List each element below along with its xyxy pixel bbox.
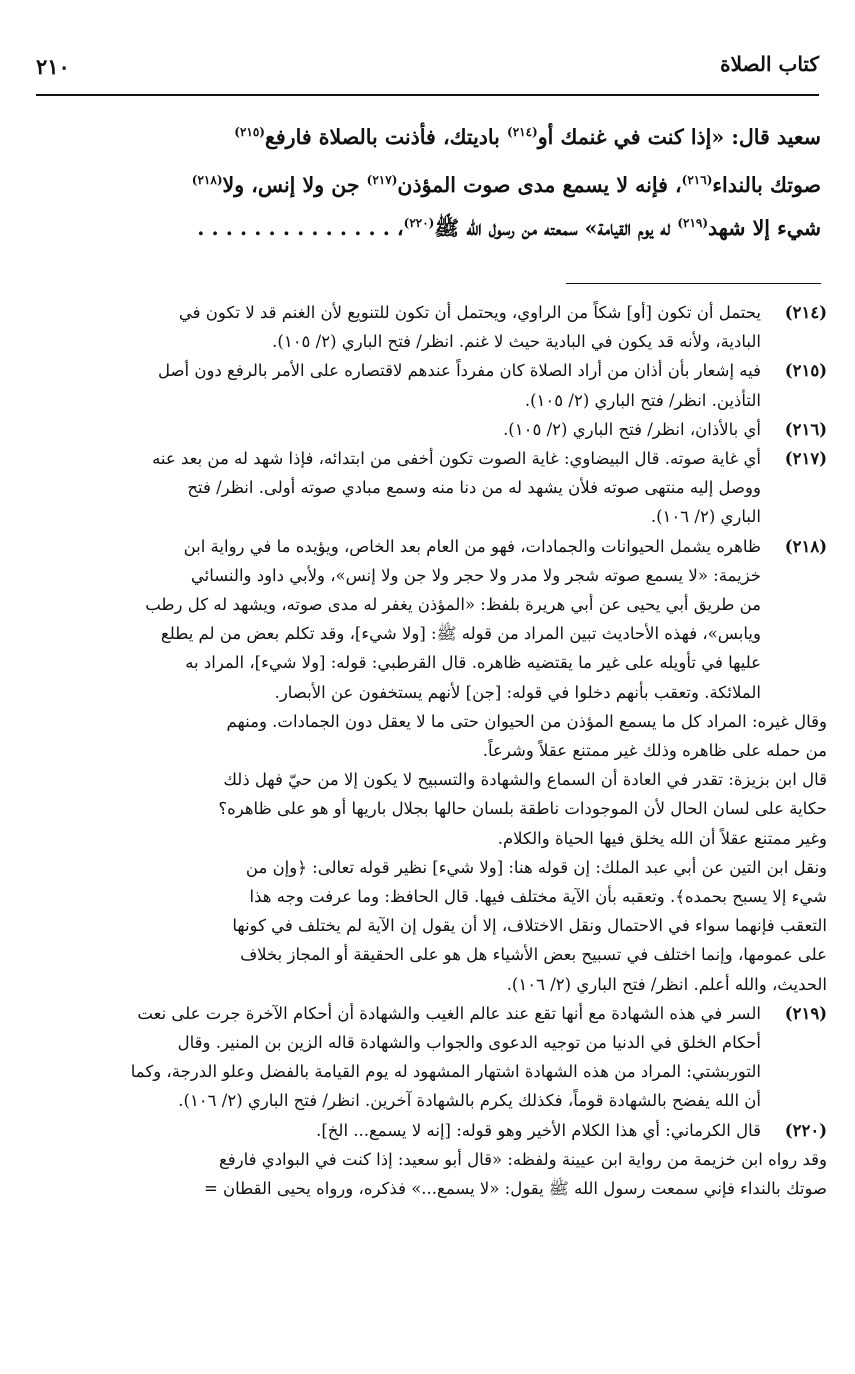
- footnote-text: [30, 999, 761, 1116]
- footnote: [30, 444, 827, 532]
- footnote: [30, 298, 827, 356]
- footnote-text: [30, 1116, 761, 1145]
- footnote-continuation-line: قال ابن بزيزة: تقدر في العادة أن السماع والشهادة والتسبيح لا يكون إلا من حيّ فهل ذلك: [223, 770, 827, 790]
- main-line-1: سعيد قال: «إذا كنت في غنمك أو$^{(٢١٤)}$ باديتك، فأذنت بالصلاة فارفع$^{(٢١٥)}$: [234, 125, 821, 149]
- footnotes: [30, 298, 827, 1203]
- footnote-line: ظاهره يشمل الحيوانات والجمادات، فهو من العام بعد الخاص، ويؤيده ما في رواية ابن: [183, 536, 761, 556]
- footnote-text: [30, 356, 761, 414]
- footnote-number: (٢٢٠): [784, 1120, 827, 1140]
- footnote-number: (٢١٥): [784, 361, 827, 381]
- footnote-ref: (٢١٤): [507, 125, 538, 140]
- footnote-text: [30, 444, 761, 532]
- footnote-line: يحتمل أن تكون [أو] شكاً من الراوي، ويحتمل أن تكون للتنويع لأن الغنم قد لا تكون في: [178, 303, 761, 322]
- footnote-line: البادية، ولأنه قد يكون في البادية حيث لا غنم. انظر/ فتح الباري (٢/ ١٠٥).: [272, 332, 761, 352]
- footnote-line: الباري (٢/ ١٠٦).: [650, 507, 761, 527]
- footnote-line: أن الله يفضح بالشهادة قوماً، فكذلك يكرم بالشهادة آخرين. انظر/ فتح الباري (٢/ ١٠٦).: [178, 1091, 761, 1111]
- footnote: [30, 999, 827, 1116]
- footnote-ref: (٢١٩): [677, 216, 709, 231]
- footnote-line: التوربشتي: المراد من هذه الشهادة اشتهار المشهود له يوم القيامة بالفضل وعلو الدرجة، وكما: [130, 1062, 761, 1082]
- footnote-line: قال الكرماني: أي هذا الكلام الأخير وهو قوله: [إنه لا يسمع... الخ].: [316, 1120, 761, 1140]
- running-header: [36, 52, 819, 92]
- footnote-ref: (٢٢٠): [403, 216, 435, 231]
- footnote-text: [30, 298, 761, 356]
- footnote-continuation-line: وقال غيره: المراد كل ما يسمع المؤذن من الحيوان حتى ما لا يعقل دون الجمادات. ومنهم: [226, 711, 827, 731]
- footnote-continuation-line: صوتك بالنداء فإني سمعت رسول الله ﷺ يقول: «لا يسمع...» فذكره، ورواه يحيى القطان =: [203, 1179, 827, 1199]
- chapter-title: كتاب الصلاة: [720, 52, 819, 76]
- footnote-line: فيه إشعار بأن أذان من أراد الصلاة كان مفرداً عندهم لاقتصاره على الأمر بالرفع دون أصل: [158, 361, 761, 381]
- footnote-line: أي بالأذان، انظر/ فتح الباري (٢/ ١٠٥).: [503, 419, 761, 439]
- main-line-3: شيء إلا شهد$^{(٢١٩)}$ له يوم القيامة» سمعته من رسول الله ﷺ$^{(٢٢٠)}$، . . . . . . . . . . . . . .: [197, 216, 821, 240]
- footnote-continuation-line: الحديث، والله أعلم. انظر/ فتح الباري (٢/ ١٠٦).: [506, 974, 827, 994]
- footnote-continuation-line: التعقب فإنهما سواء في الاحتمال ونقل الاختلاف، إلا أن يقول إن الآية لم يختلف في كونها: [232, 916, 827, 936]
- footnote-ref: (٢١٦): [681, 173, 713, 188]
- footnote-ref: (٢١٧): [366, 173, 398, 188]
- footnote-continuation-line: على عمومها، وإنما اختلف في تسبيح بعض الأشياء هل هو على الحقيقة أو المجاز بخلاف: [240, 945, 827, 965]
- footnote-number: (٢١٤): [784, 303, 827, 322]
- header-rule: [36, 94, 819, 96]
- footnote-line: أحكام الخلق في الدنيا من توجيه الدعوى والجواب والشهادة قاله الزين بن المنير. وقال: [177, 1033, 761, 1053]
- footnote-continuation-line: وغير ممتنع عقلاً أن الله يخلق فيها الحياة والكلام.: [497, 828, 827, 848]
- main-text: [34, 113, 821, 247]
- footnote-line: خزيمة: «لا يسمع صوته شجر ولا مدر ولا حجر ولا جن ولا إنس»، ولأبي داود والنسائي: [190, 565, 761, 585]
- footnote-continuation-line: ونقل ابن التين عن أبي عبد الملك: إن قوله هنا: [ولا شيء] نظير قوله تعالى: ﴿وإن من: [245, 857, 827, 877]
- footnote-ref: (٢١٨): [191, 173, 223, 188]
- footnote: [30, 1116, 827, 1145]
- footnote-continuation-line: وقد رواه ابن خزيمة من رواية ابن عيينة ولفظه: «قال أبو سعيد: إذا كنت في البوادي فارفع: [218, 1149, 827, 1169]
- footnote: [30, 356, 827, 414]
- footnote-continuation-line: حكاية على لسان الحال لأن الموجودات ناطقة بلسان حالها بجلال باريها أو هو على ظاهره؟: [218, 799, 827, 819]
- footnote-number: (٢١٧): [784, 449, 827, 469]
- footnote-line: أي غاية صوته. قال البيضاوي: غاية الصوت تكون أخفى من ابتدائه، فإذا شهد له من بعد عنه: [152, 449, 761, 469]
- footnote-continuation-line: شيء إلا يسبح بحمده﴾. وتعقبه بأن الآية مختلف فيها. قال الحافظ: وما عرفت وجه هذا: [249, 887, 827, 907]
- footnote-separator: [566, 283, 821, 284]
- page-number: ٢١٠: [36, 54, 70, 79]
- footnote-text: [30, 415, 761, 444]
- footnote-line: التأذين. انظر/ فتح الباري (٢/ ١٠٥).: [524, 390, 761, 410]
- footnote: [30, 532, 827, 707]
- footnote-number: (٢١٩): [784, 1003, 827, 1023]
- footnote-continuation-line: من حمله على ظاهره وذلك غير ممتنع عقلاً وشرعاً.: [482, 741, 827, 761]
- main-line-2: صوتك بالنداء$^{(٢١٦)}$، فإنه لا يسمع مدى صوت المؤذن$^{(٢١٧)}$ جن ولا إنس، ولا$^{(٢١٨)}$: [191, 173, 821, 197]
- footnote-ref: (٢١٥): [234, 125, 265, 140]
- footnote-line: السر في هذه الشهادة مع أنها تقع عند عالم الغيب والشهادة أن أحكام الآخرة جرت على نعت: [137, 1003, 761, 1023]
- footnote-text: [30, 532, 761, 707]
- footnote-number: (٢١٨): [784, 536, 827, 556]
- footnote-number: (٢١٦): [784, 419, 827, 439]
- footnote-line: ووصل إليه منتهى صوته فلأن يشهد له من دنا منه وسمع مبادي صوته أولى. انظر/ فتح: [187, 478, 761, 498]
- footnote-line: من طريق أبي يحيى عن أبي هريرة بلفظ: «المؤذن يغفر له مدى صوته، ويشهد له كل رطب: [145, 595, 761, 615]
- footnote-line: عليها في تأويله على غير ما يقتضيه ظاهره. قال القرطبي: قوله: [ولا شيء]، المراد به: [185, 653, 761, 673]
- footnote: [30, 415, 827, 444]
- footnote-line: الملائكة. وتعقب بأنهم دخلوا في قوله: [جن] لأنهم يستخفون عن الأبصار.: [274, 682, 761, 702]
- footnote-line: ويابس»، فهذه الأحاديث تبين المراد من قوله ﷺ: [ولا شيء]، وقد تكلم بعض من لم يطلع: [160, 624, 761, 644]
